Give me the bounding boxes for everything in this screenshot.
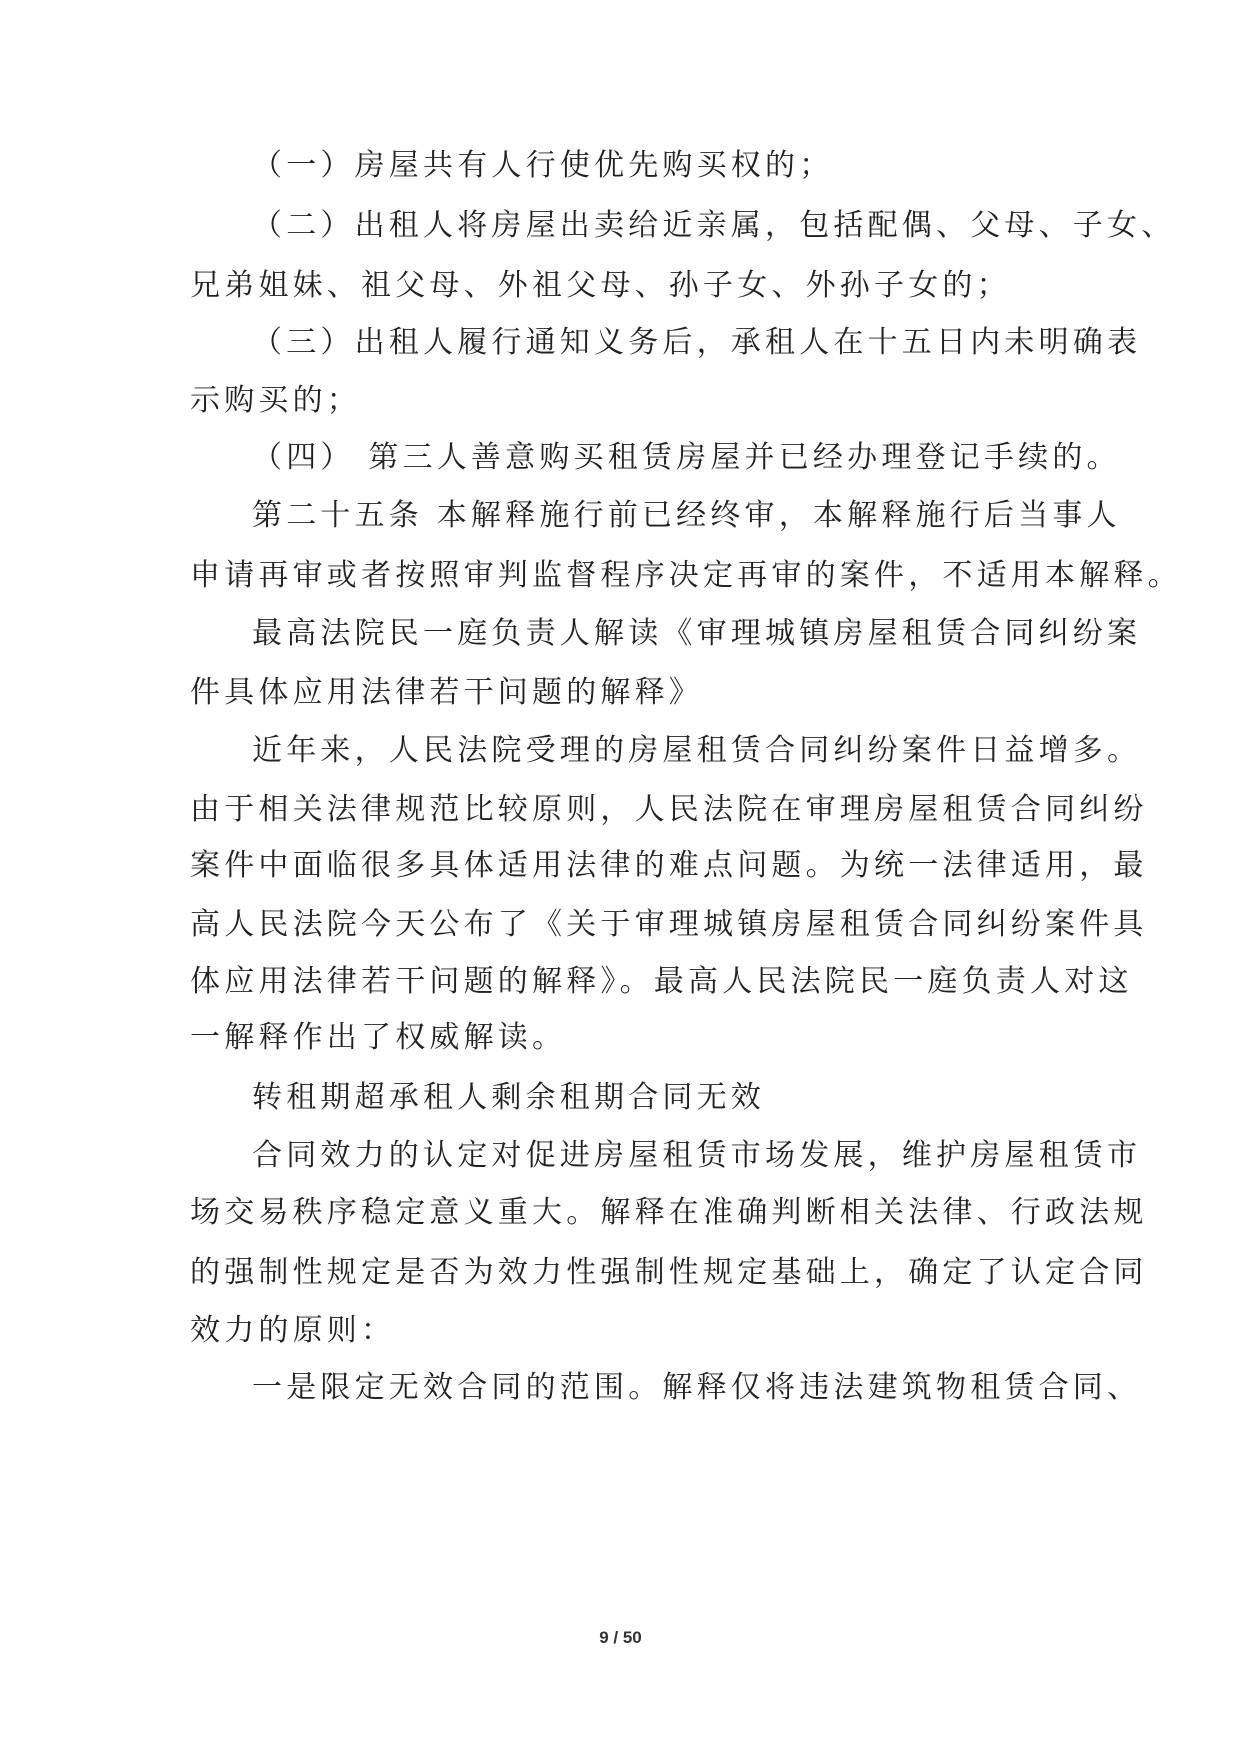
text-line: 示购买的； (190, 383, 361, 418)
text-line: 第二十五条 本解释施行前已经终审，本解释施行后当事人 (252, 498, 1121, 533)
text-line: 高人民法院今天公布了《关于审理城镇房屋租赁合同纠纷案件具 (190, 907, 1148, 942)
text-line: 案件中面临很多具体适用法律的难点问题。为统一法律适用，最 (190, 848, 1148, 883)
text-line: 转租期超承租人剩余租期合同无效 (252, 1080, 765, 1115)
text-line: 的强制性规定是否为效力性强制性规定基础上，确定了认定合同 (190, 1255, 1148, 1290)
text-line: （三）出租人履行通知义务后，承租人在十五日内未明确表 (252, 325, 1142, 360)
text-line: 最高法院民一庭负责人解读《审理城镇房屋租赁合同纠纷案 (252, 616, 1142, 651)
text-line: 申请再审或者按照审判监督程序决定再审的案件，不适用本解释。 (190, 558, 1182, 593)
text-line: 效力的原则： (190, 1313, 396, 1348)
text-line: 一是限定无效合同的范围。解释仅将违法建筑物租赁合同、 (252, 1370, 1142, 1405)
text-line: 件具体应用法律若干问题的解释》 (190, 675, 703, 710)
text-line: 场交易秩序稳定意义重大。解释在准确判断相关法律、行政法规 (190, 1195, 1148, 1230)
text-line: （一）房屋共有人行使优先购买权的； (252, 148, 834, 183)
page-number: 9 / 50 (599, 1628, 642, 1647)
text-line: （四） 第三人善意购买租赁房屋并已经办理登记手续的。 (252, 440, 1121, 475)
text-line: （二）出租人将房屋出卖给近亲属，包括配偶、父母、子女、 (252, 208, 1176, 243)
text-line: 合同效力的认定对促进房屋租赁市场发展，维护房屋租赁市 (252, 1138, 1142, 1173)
text-line: 由于相关法律规范比较原则，人民法院在审理房屋租赁合同纠纷 (190, 792, 1148, 827)
text-line: 兄弟姐妹、祖父母、外祖父母、孙子女、外孙子女的； (190, 268, 1011, 303)
text-line: 近年来，人民法院受理的房屋租赁合同纠纷案件日益增多。 (252, 733, 1142, 768)
text-line: 一解释作出了权威解读。 (190, 1020, 567, 1055)
text-line: 体应用法律若干问题的解释》。最高人民法院民一庭负责人对这 (190, 964, 1133, 999)
